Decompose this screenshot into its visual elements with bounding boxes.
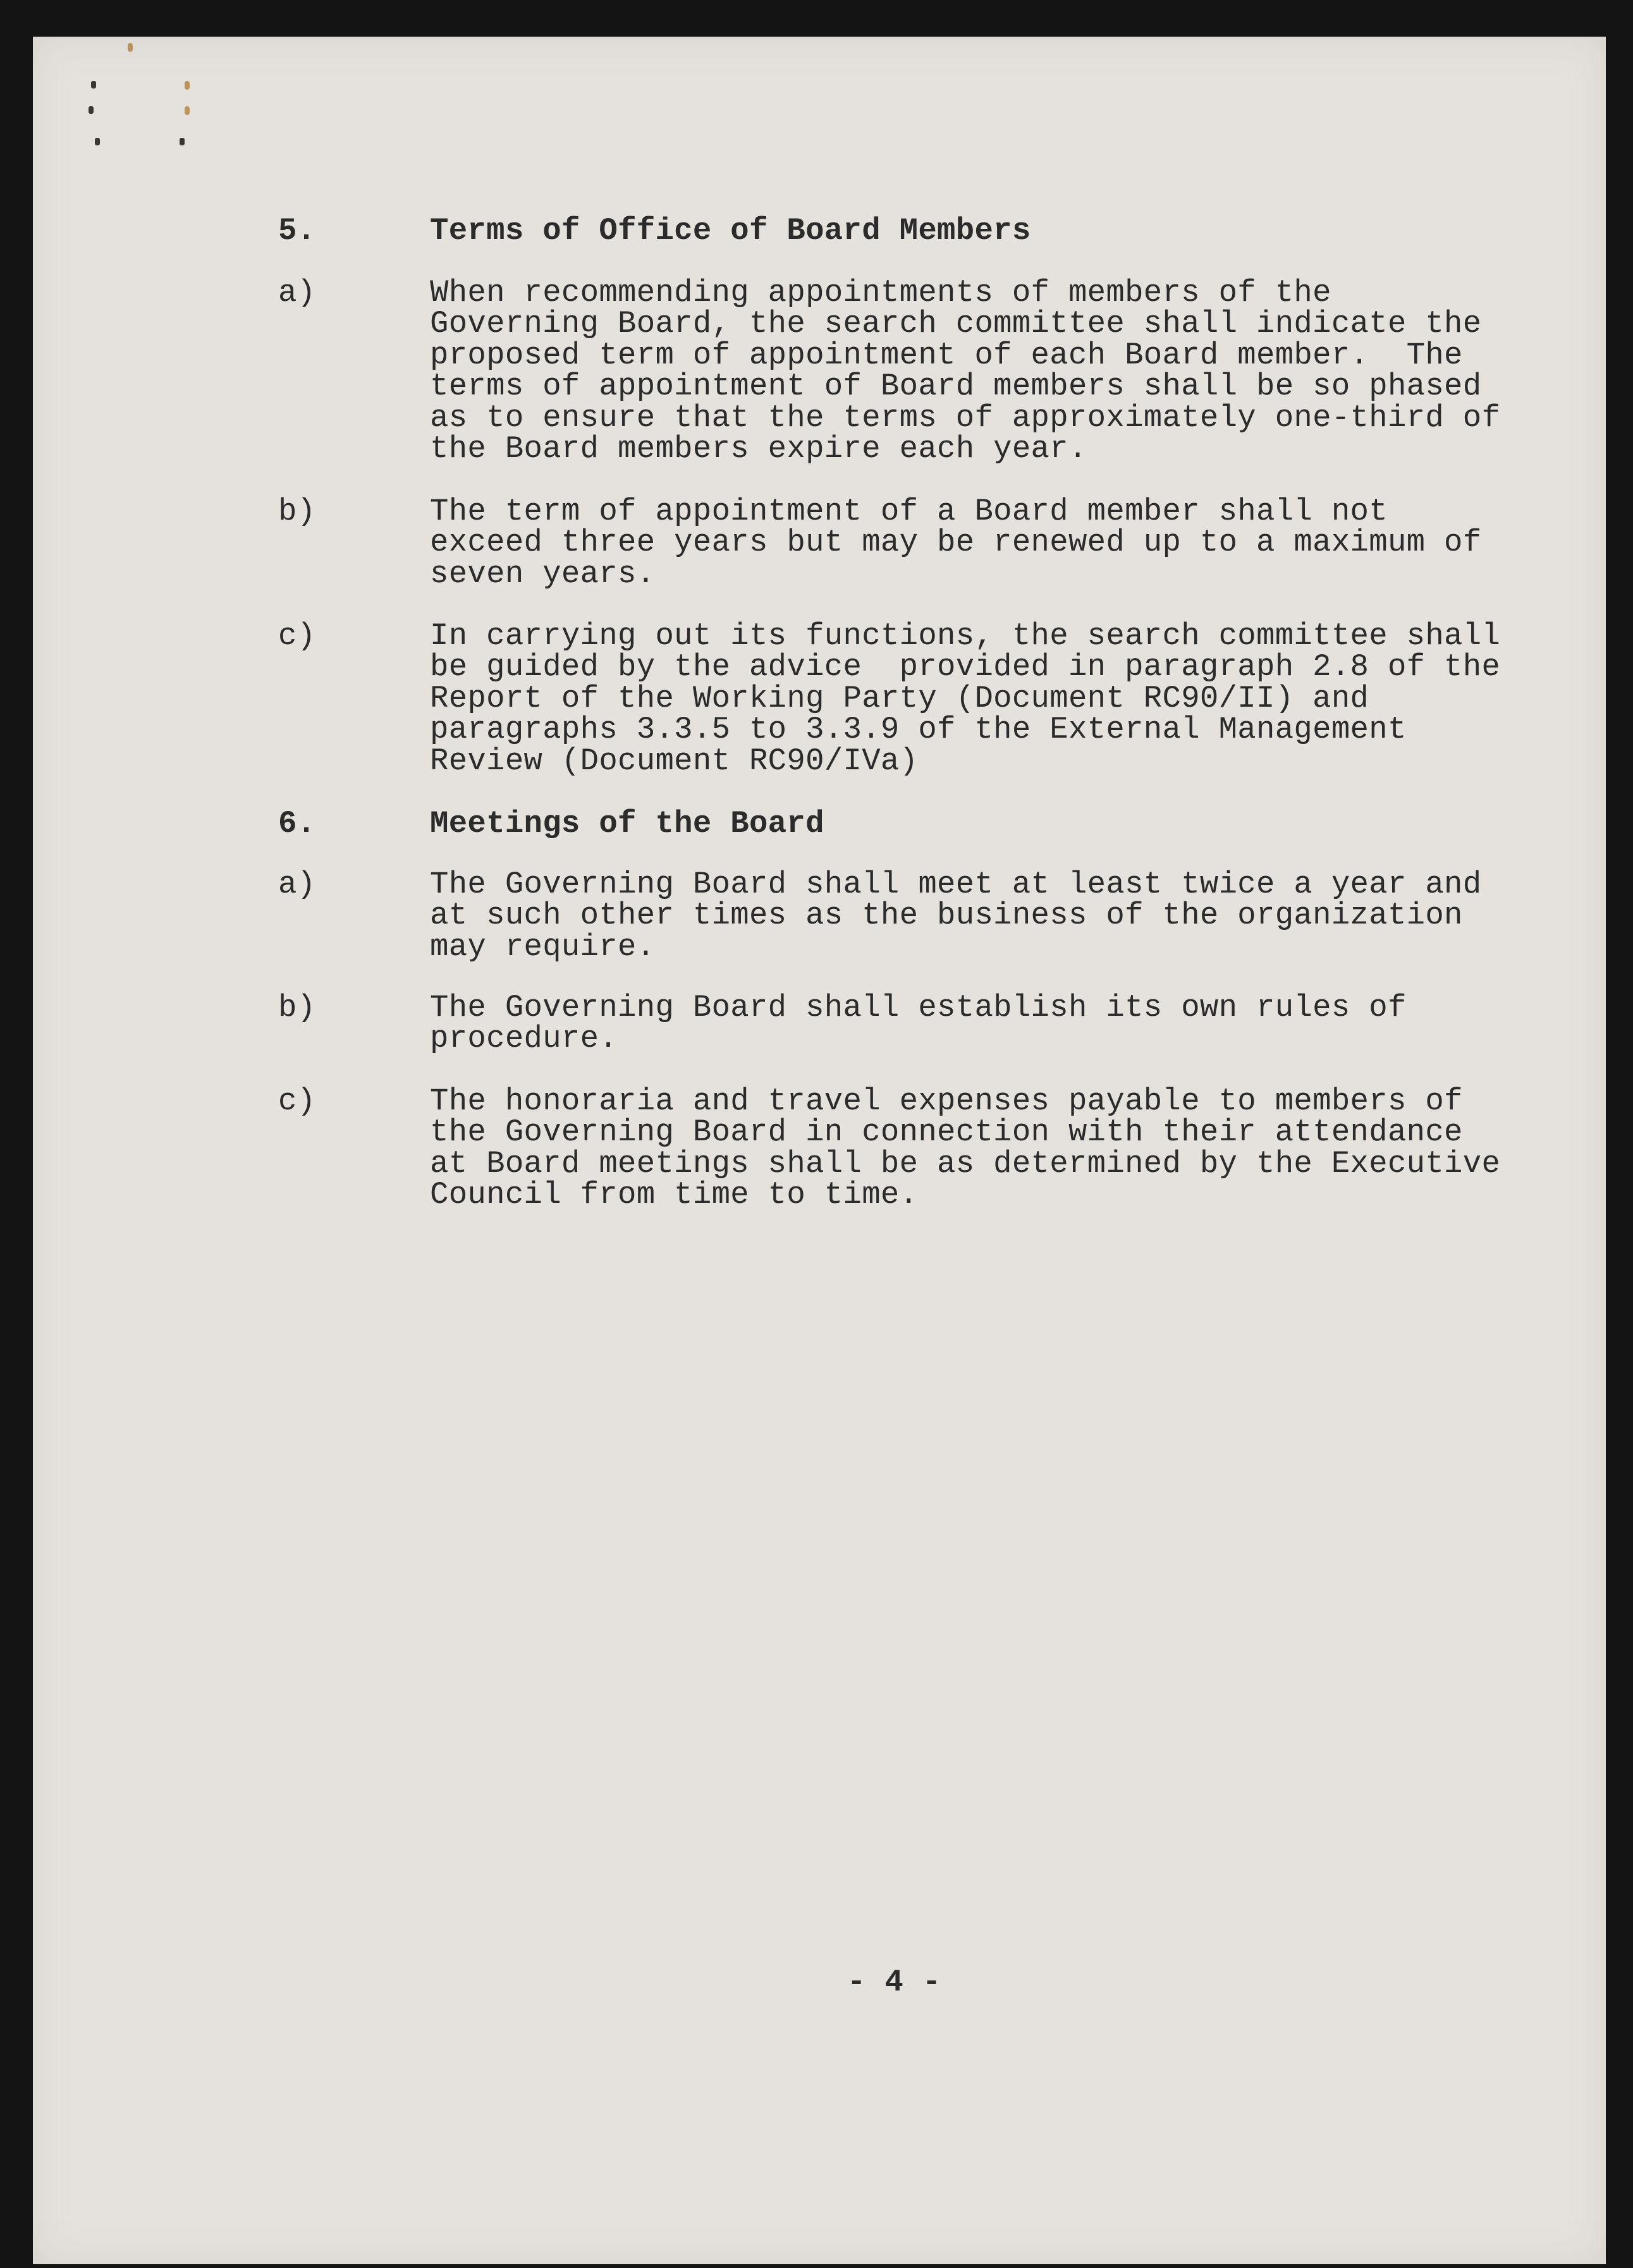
rust-stain [128,43,133,52]
item-label: b) [278,990,316,1025]
item-text: The honoraria and travel expenses payable to members of the Governing Board in connection with their attendance at Board meetings shall be as determined by the Executive Council from time to time. [430,1083,1501,1213]
punch-mark [180,138,185,145]
punch-mark [95,138,100,145]
section-heading: Terms of Office of Board Members [430,213,1031,248]
punch-mark [89,106,94,114]
item-text: The Governing Board shall establish its own rules of procedure. [430,990,1407,1057]
item-text: The Governing Board shall meet at least twice a year and at such other times as the business of the organization may require. [430,867,1482,965]
rust-stain [185,106,190,115]
item-text: The term of appointment of a Board member shall not exceed three years but may be renewed up to a maximum of seven years. [430,494,1482,592]
item-label: a) [278,867,316,902]
item-label: c) [278,1083,316,1119]
section-heading: Meetings of the Board [430,806,824,841]
punch-mark [91,81,96,88]
rust-stain [185,81,190,90]
item-label: c) [278,618,316,654]
item-text: In carrying out its functions, the search committee shall be guided by the advice provided in paragraph 2.8 of the Report of the Working Party (Document RC90/II) and paragraphs 3.3.5 to 3.3.9 of the External Management Review (Document RC90/IVa) [430,618,1501,779]
section-number: 6. [278,806,316,841]
item-label: a) [278,275,316,310]
item-label: b) [278,494,316,529]
section-number: 5. [278,213,316,248]
page-number: - 4 - [847,1965,941,2000]
item-text: When recommending appointments of members of the Governing Board, the search committee shall indicate the proposed term of appointment of each Board member. The terms of appointment of Board members shall be so phased as to ensure that the terms of approximately one-third of the Board members expire each year. [430,275,1501,467]
